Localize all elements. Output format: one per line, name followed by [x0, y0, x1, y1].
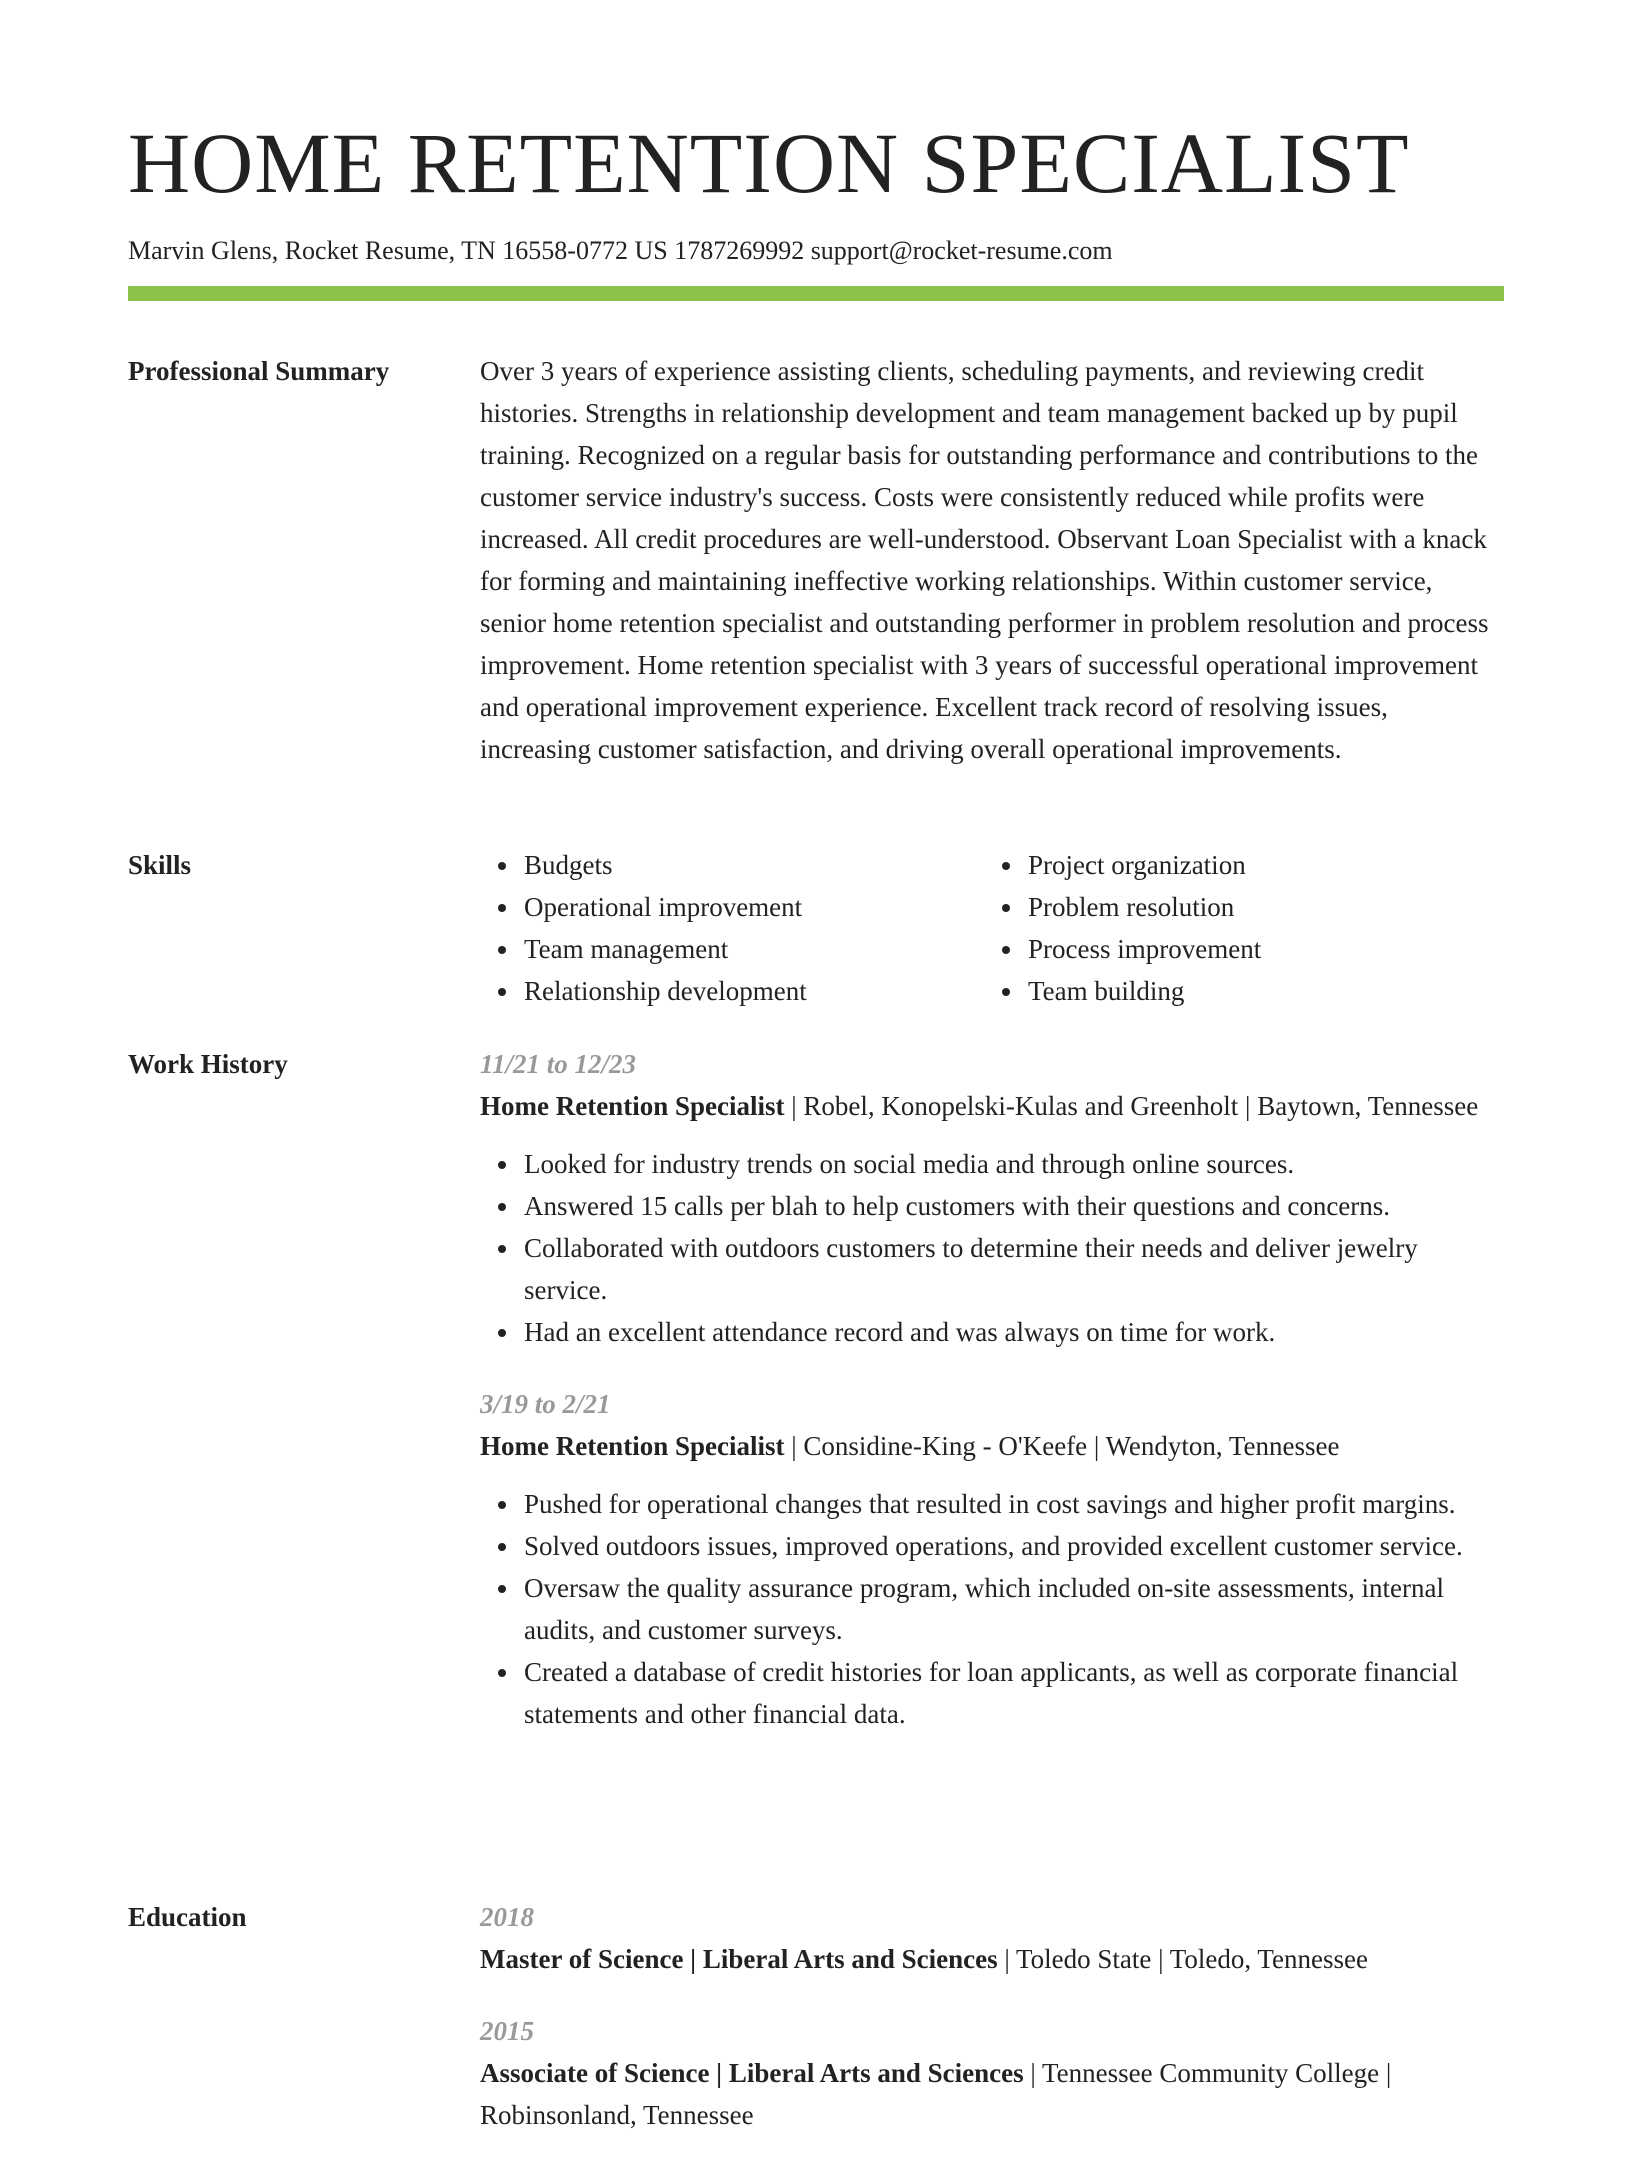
section-heading: Work History	[128, 1049, 288, 1079]
job-dates: 3/19 to 2/21	[480, 1389, 611, 1419]
job-bullet: Looked for industry trends on social media and through online sources.	[524, 1143, 1504, 1185]
resume-header	[128, 115, 1504, 301]
skill-item: Project organization	[1028, 844, 1488, 886]
accent-divider	[128, 286, 1504, 301]
job-bullets	[480, 1483, 1504, 1735]
education-details: | Tennessee Community College | Robinsonland, Tennessee	[480, 2058, 1392, 2130]
job-bullet: Pushed for operational changes that resulted in cost savings and higher profit margins.	[524, 1483, 1504, 1525]
job-title: Home Retention Specialist	[480, 1091, 785, 1121]
job-dates: 11/21 to 12/23	[480, 1049, 637, 1079]
skill-item: Problem resolution	[1028, 886, 1488, 928]
job-details: | Robel, Konopelski-Kulas and Greenholt | Baytown, Tennessee	[784, 1091, 1479, 1121]
job-bullet: Created a database of credit histories for loan applicants, as well as corporate financial statements and other financial data.	[524, 1651, 1504, 1735]
job-heading	[480, 1085, 1504, 1127]
education-details: | Toledo State | Toledo, Tennessee	[997, 1944, 1368, 1974]
job-details: | Considine-King - O'Keefe | Wendyton, Tennessee	[784, 1431, 1340, 1461]
section-body	[480, 1043, 1504, 1765]
section-heading: Education	[128, 1902, 247, 1932]
education-year: 2015	[480, 2016, 534, 2046]
job-title: Home Retention Specialist	[480, 1431, 785, 1461]
degree-title: Associate of Science | Liberal Arts and Sciences	[480, 2058, 1024, 2088]
job-entry	[480, 1043, 1504, 1353]
skill-item: Team building	[1028, 970, 1488, 1012]
education-heading	[480, 2052, 1504, 2136]
education-entry	[480, 1896, 1504, 1980]
skill-item: Team management	[524, 928, 984, 970]
section-heading: Professional Summary	[128, 356, 390, 386]
summary-text: Over 3 years of experience assisting clients, scheduling payments, and reviewing credit histories. Strengths in relationship development and team management backed up by pupil training. Recognized on a regular basis for outstanding performance and contributions to the customer service industry's success. Costs were consistently reduced while profits were increased. All credit procedures are well-understood. Observant Loan Specialist with a knack for forming and maintaining ineffective working relationships. Within customer service, senior home retention specialist and outstanding performer in problem resolution and process improvement. Home retention specialist with 3 years of successful operational improvement and operational improvement experience. Excellent track record of resolving issues, increasing customer satisfaction, and driving overall operational improvements.	[480, 356, 1489, 764]
section-body	[480, 1896, 1504, 2166]
skills-column-right	[984, 844, 1488, 1012]
page-title: HOME RETENTION SPECIALIST	[128, 115, 1410, 211]
skill-item: Relationship development	[524, 970, 984, 1012]
job-bullets	[480, 1143, 1504, 1353]
section-body	[480, 844, 1504, 1012]
job-bullet: Solved outdoors issues, improved operations, and provided excellent customer service.	[524, 1525, 1504, 1567]
skill-item: Budgets	[524, 844, 984, 886]
job-heading	[480, 1425, 1504, 1467]
skills-column-left	[480, 844, 984, 1012]
skill-item: Operational improvement	[524, 886, 984, 928]
contact-line: Marvin Glens, Rocket Resume, TN 16558-0772 US 1787269992 support@rocket-resume.com	[128, 236, 1113, 265]
job-entry	[480, 1383, 1504, 1735]
job-bullet: Oversaw the quality assurance program, which included on-site assessments, internal audits, and customer surveys.	[524, 1567, 1504, 1651]
education-heading	[480, 1938, 1504, 1980]
education-entry	[480, 2010, 1504, 2136]
skill-item: Process improvement	[1028, 928, 1488, 970]
degree-title: Master of Science | Liberal Arts and Sciences	[480, 1944, 998, 1974]
skills-columns	[480, 844, 1504, 1012]
education-year: 2018	[480, 1902, 534, 1932]
section-body	[480, 350, 1504, 770]
job-bullet: Answered 15 calls per blah to help customers with their questions and concerns.	[524, 1185, 1504, 1227]
job-bullet: Collaborated with outdoors customers to determine their needs and deliver jewelry service.	[524, 1227, 1504, 1311]
job-bullet: Had an excellent attendance record and was always on time for work.	[524, 1311, 1504, 1353]
section-heading: Skills	[128, 850, 192, 880]
